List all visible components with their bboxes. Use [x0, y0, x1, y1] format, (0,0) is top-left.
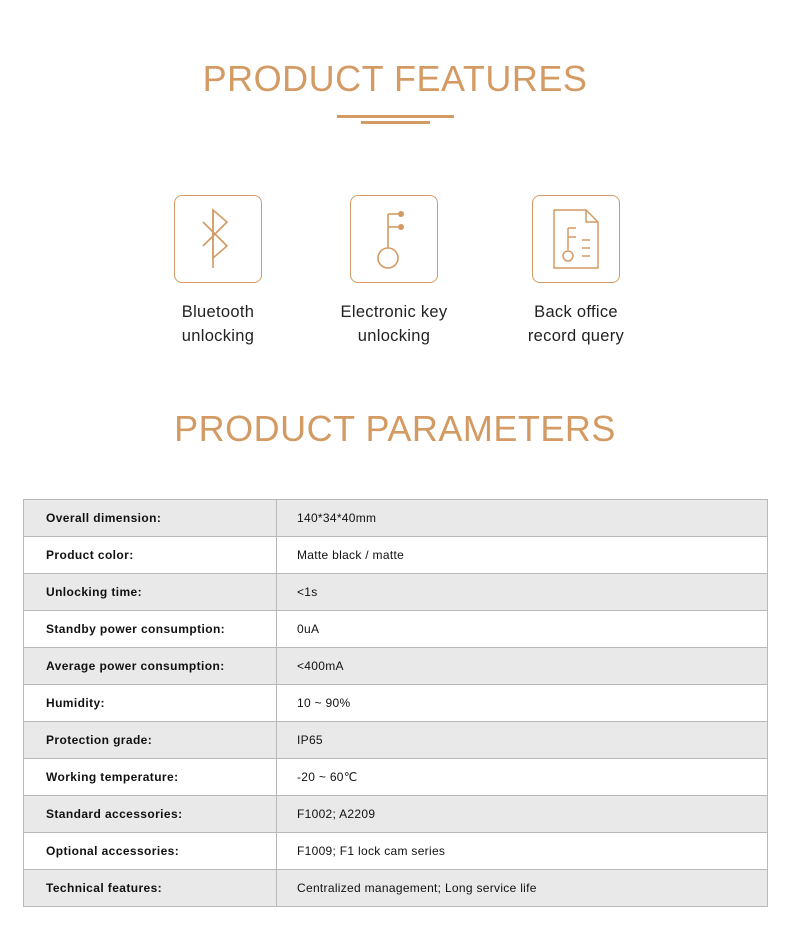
- param-key: Unlocking time:: [24, 574, 277, 611]
- feature-record-query: [486, 195, 666, 348]
- feature-icon-box: [174, 195, 262, 283]
- param-value: Centralized management; Long service life: [277, 870, 768, 907]
- electronic-key-icon: [369, 204, 419, 274]
- param-key: Working temperature:: [24, 759, 277, 796]
- param-value: 10 ~ 90%: [277, 685, 768, 722]
- param-key: Product color:: [24, 537, 277, 574]
- param-value: IP65: [277, 722, 768, 759]
- parameters-table: [23, 499, 768, 907]
- param-value: 0uA: [277, 611, 768, 648]
- param-key: Standby power consumption:: [24, 611, 277, 648]
- table-row: [24, 648, 768, 685]
- param-key: Technical features:: [24, 870, 277, 907]
- feature-label-line2: unlocking: [357, 327, 431, 345]
- feature-icon-box: [350, 195, 438, 283]
- table-row: [24, 685, 768, 722]
- feature-label-line2: unlocking: [181, 327, 255, 345]
- document-record-icon: [548, 206, 604, 272]
- parameters-title: PRODUCT PARAMETERS: [174, 408, 616, 449]
- table-row: [24, 574, 768, 611]
- param-value: <1s: [277, 574, 768, 611]
- feature-label-line1: Electronic key: [340, 303, 448, 321]
- param-value: F1009; F1 lock cam series: [277, 833, 768, 870]
- param-key: Standard accessories:: [24, 796, 277, 833]
- param-value: -20 ~ 60℃: [277, 759, 768, 796]
- param-key: Humidity:: [24, 685, 277, 722]
- param-key: Average power consumption:: [24, 648, 277, 685]
- feature-label-line1: Back office: [534, 303, 618, 321]
- param-key: Optional accessories:: [24, 833, 277, 870]
- table-row: [24, 796, 768, 833]
- title-underline-short: [361, 121, 430, 124]
- table-row: [24, 537, 768, 574]
- feature-electronic-key: [304, 195, 484, 348]
- param-value: <400mA: [277, 648, 768, 685]
- features-title: PRODUCT FEATURES: [202, 58, 588, 99]
- table-row: [24, 611, 768, 648]
- table-row: [24, 500, 768, 537]
- feature-label-line2: record query: [527, 327, 625, 345]
- title-underline-long: [337, 115, 454, 118]
- param-value: 140*34*40mm: [277, 500, 768, 537]
- param-value: Matte black / matte: [277, 537, 768, 574]
- table-row: [24, 833, 768, 870]
- feature-bluetooth: [128, 195, 308, 348]
- param-key: Overall dimension:: [24, 500, 277, 537]
- param-value: F1002; A2209: [277, 796, 768, 833]
- bluetooth-icon: [193, 204, 243, 274]
- feature-icon-box: [532, 195, 620, 283]
- table-row: [24, 870, 768, 907]
- table-row: [24, 759, 768, 796]
- feature-label-line1: Bluetooth: [181, 303, 255, 321]
- param-key: Protection grade:: [24, 722, 277, 759]
- table-row: [24, 722, 768, 759]
